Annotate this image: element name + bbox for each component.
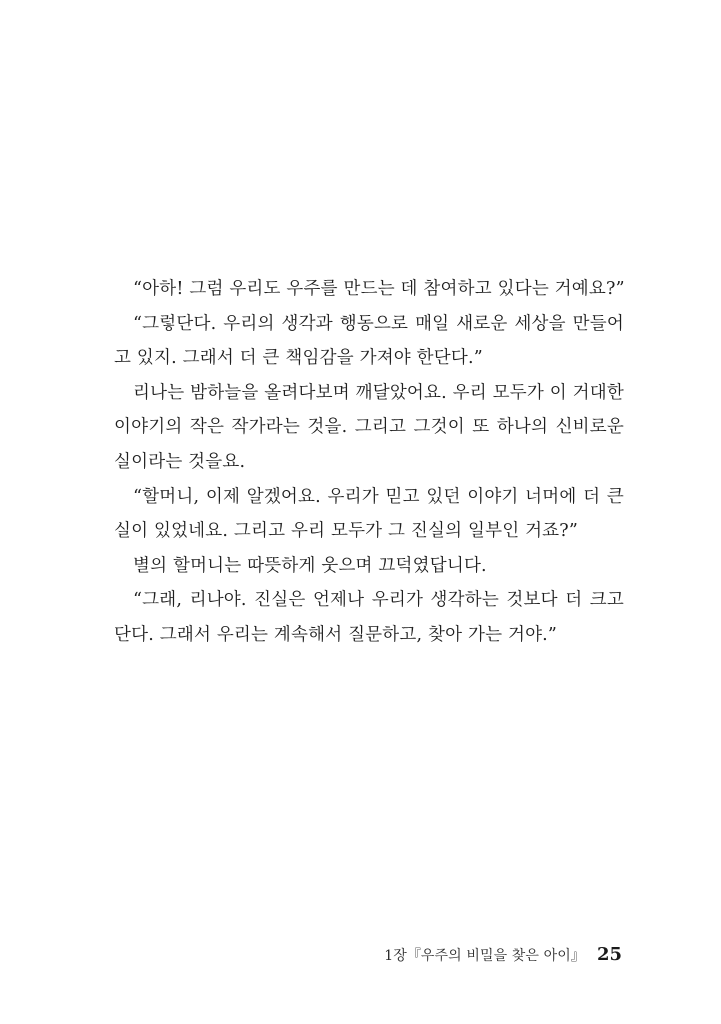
text-line: 실이 있었네요. 그리고 우리 모두가 그 진실의 일부인 거죠?” [114,521,579,542]
text-line: 별의 할머니는 따뜻하게 웃으며 끄덕였답니다. [133,555,487,576]
text-line: “아하! 그럼 우리도 우주를 만드는 데 참여하고 있다는 거예요?” [133,279,625,299]
page-footer [300,944,622,968]
text-line: “그래, 리나야. 진실은 언제나 우리가 생각하는 것보다 더 크고 [133,590,624,611]
page-number: 25 [596,944,622,965]
body-text [114,272,624,653]
text-line: 리나는 밤하늘을 올려다보며 깨달았어요. 우리 모두가 이 거대한 [133,382,624,403]
text-line: 단다. 그래서 우리는 계속해서 질문하고, 찾아 가는 거야.” [114,624,558,645]
running-title: 1장『우주의 비밀을 찾은 아이』 [384,948,585,964]
text-line: 이야기의 작은 작가라는 것을. 그리고 그것이 또 하나의 신비로운 [114,417,624,438]
text-line: 고 있지. 그래서 더 큰 책임감을 가져야 한단다.” [114,348,483,369]
text-line: 실이라는 것을요. [114,451,246,472]
text-line: “할머니, 이제 알겠어요. 우리가 믿고 있던 이야기 너머에 더 큰 [133,486,624,507]
text-line: “그렇단다. 우리의 생각과 행동으로 매일 새로운 세상을 만들어 [133,313,624,334]
